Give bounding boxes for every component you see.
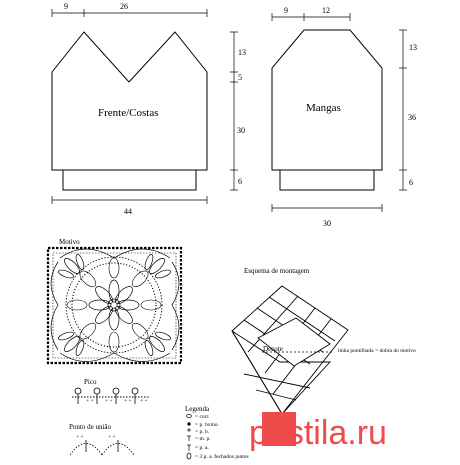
front-dim-top-right: 26 (120, 2, 128, 11)
legend-item-cluster: = 3 p. a. fechados juntos (195, 454, 249, 460)
watermark-text: postila.ru (249, 414, 387, 452)
svg-text:+ +: + + (86, 398, 94, 404)
svg-text:+ +: + + (76, 434, 84, 440)
assembly-fold-note: linha pontilhada = dobra do motivo (338, 348, 416, 354)
front-dim-width: 44 (124, 207, 132, 216)
motif-right-scallops (172, 262, 179, 350)
front-back-rib-band (63, 170, 196, 190)
assembly-neck-label: Decote (263, 345, 283, 353)
watermark-logo (249, 412, 387, 452)
motif-top-scallops (60, 249, 170, 258)
motif-left-scallops (51, 262, 58, 350)
legend-item-chain: = corr. (195, 414, 210, 420)
front-dim-h3: 30 (237, 126, 245, 135)
motif-center-ring (108, 299, 120, 311)
legend (185, 405, 249, 460)
sleeves-schematic (272, 6, 417, 228)
sleeve-dim-width: 30 (323, 219, 331, 228)
pico-stitch-diagram (72, 378, 150, 404)
legend-symbols (187, 415, 192, 460)
svg-text:+ +: + + (124, 398, 132, 404)
svg-text:+ +: + + (140, 398, 148, 404)
legend-item-double: = p. a. (195, 445, 209, 451)
legend-item-half: = m. p. (195, 436, 211, 442)
assembly-diagram (232, 267, 416, 414)
front-back-label: Frente/Costas (98, 107, 159, 119)
motif-chart (48, 238, 181, 363)
pico-label: Pico (84, 378, 97, 386)
sleeve-dim-h1: 13 (409, 43, 417, 52)
motif-corner-leaves (57, 253, 171, 356)
assembly-neck-opening (258, 318, 330, 366)
svg-text:+ +: + + (105, 398, 113, 404)
front-dim-h4: 6 (238, 177, 242, 186)
front-back-schematic (52, 2, 246, 216)
join-stitch-diagram (69, 423, 134, 455)
sleeve-dim-top-left: 9 (284, 6, 288, 15)
sleeve-dim-h2: 36 (408, 113, 416, 122)
svg-text:+ +: + + (108, 434, 116, 440)
motif-label: Motivo (59, 238, 80, 246)
sleeve-dim-top-right: 12 (322, 6, 330, 15)
legend-item-slip: = p. bxmo. (195, 422, 219, 428)
motif-outer-petals (67, 258, 161, 352)
front-dim-top-left: 9 (64, 2, 68, 11)
assembly-title: Esquema de montagem (244, 267, 310, 275)
legend-item-single: = p. b. (195, 429, 210, 435)
front-back-outline (52, 32, 207, 170)
sleeve-dim-h3: 6 (409, 178, 413, 187)
front-dim-h2: 5 (238, 73, 242, 82)
sleeve-rib-band (280, 170, 374, 190)
motif-center-flower (89, 280, 139, 330)
join-label: Ponto de união (69, 423, 111, 431)
sleeves-label: Mangas (306, 102, 341, 114)
front-dim-h1: 13 (238, 48, 246, 57)
motif-chain-ring (66, 257, 162, 353)
legend-title: Legenda (185, 405, 210, 413)
join-arcs (70, 440, 134, 455)
sleeve-outline (272, 30, 382, 170)
